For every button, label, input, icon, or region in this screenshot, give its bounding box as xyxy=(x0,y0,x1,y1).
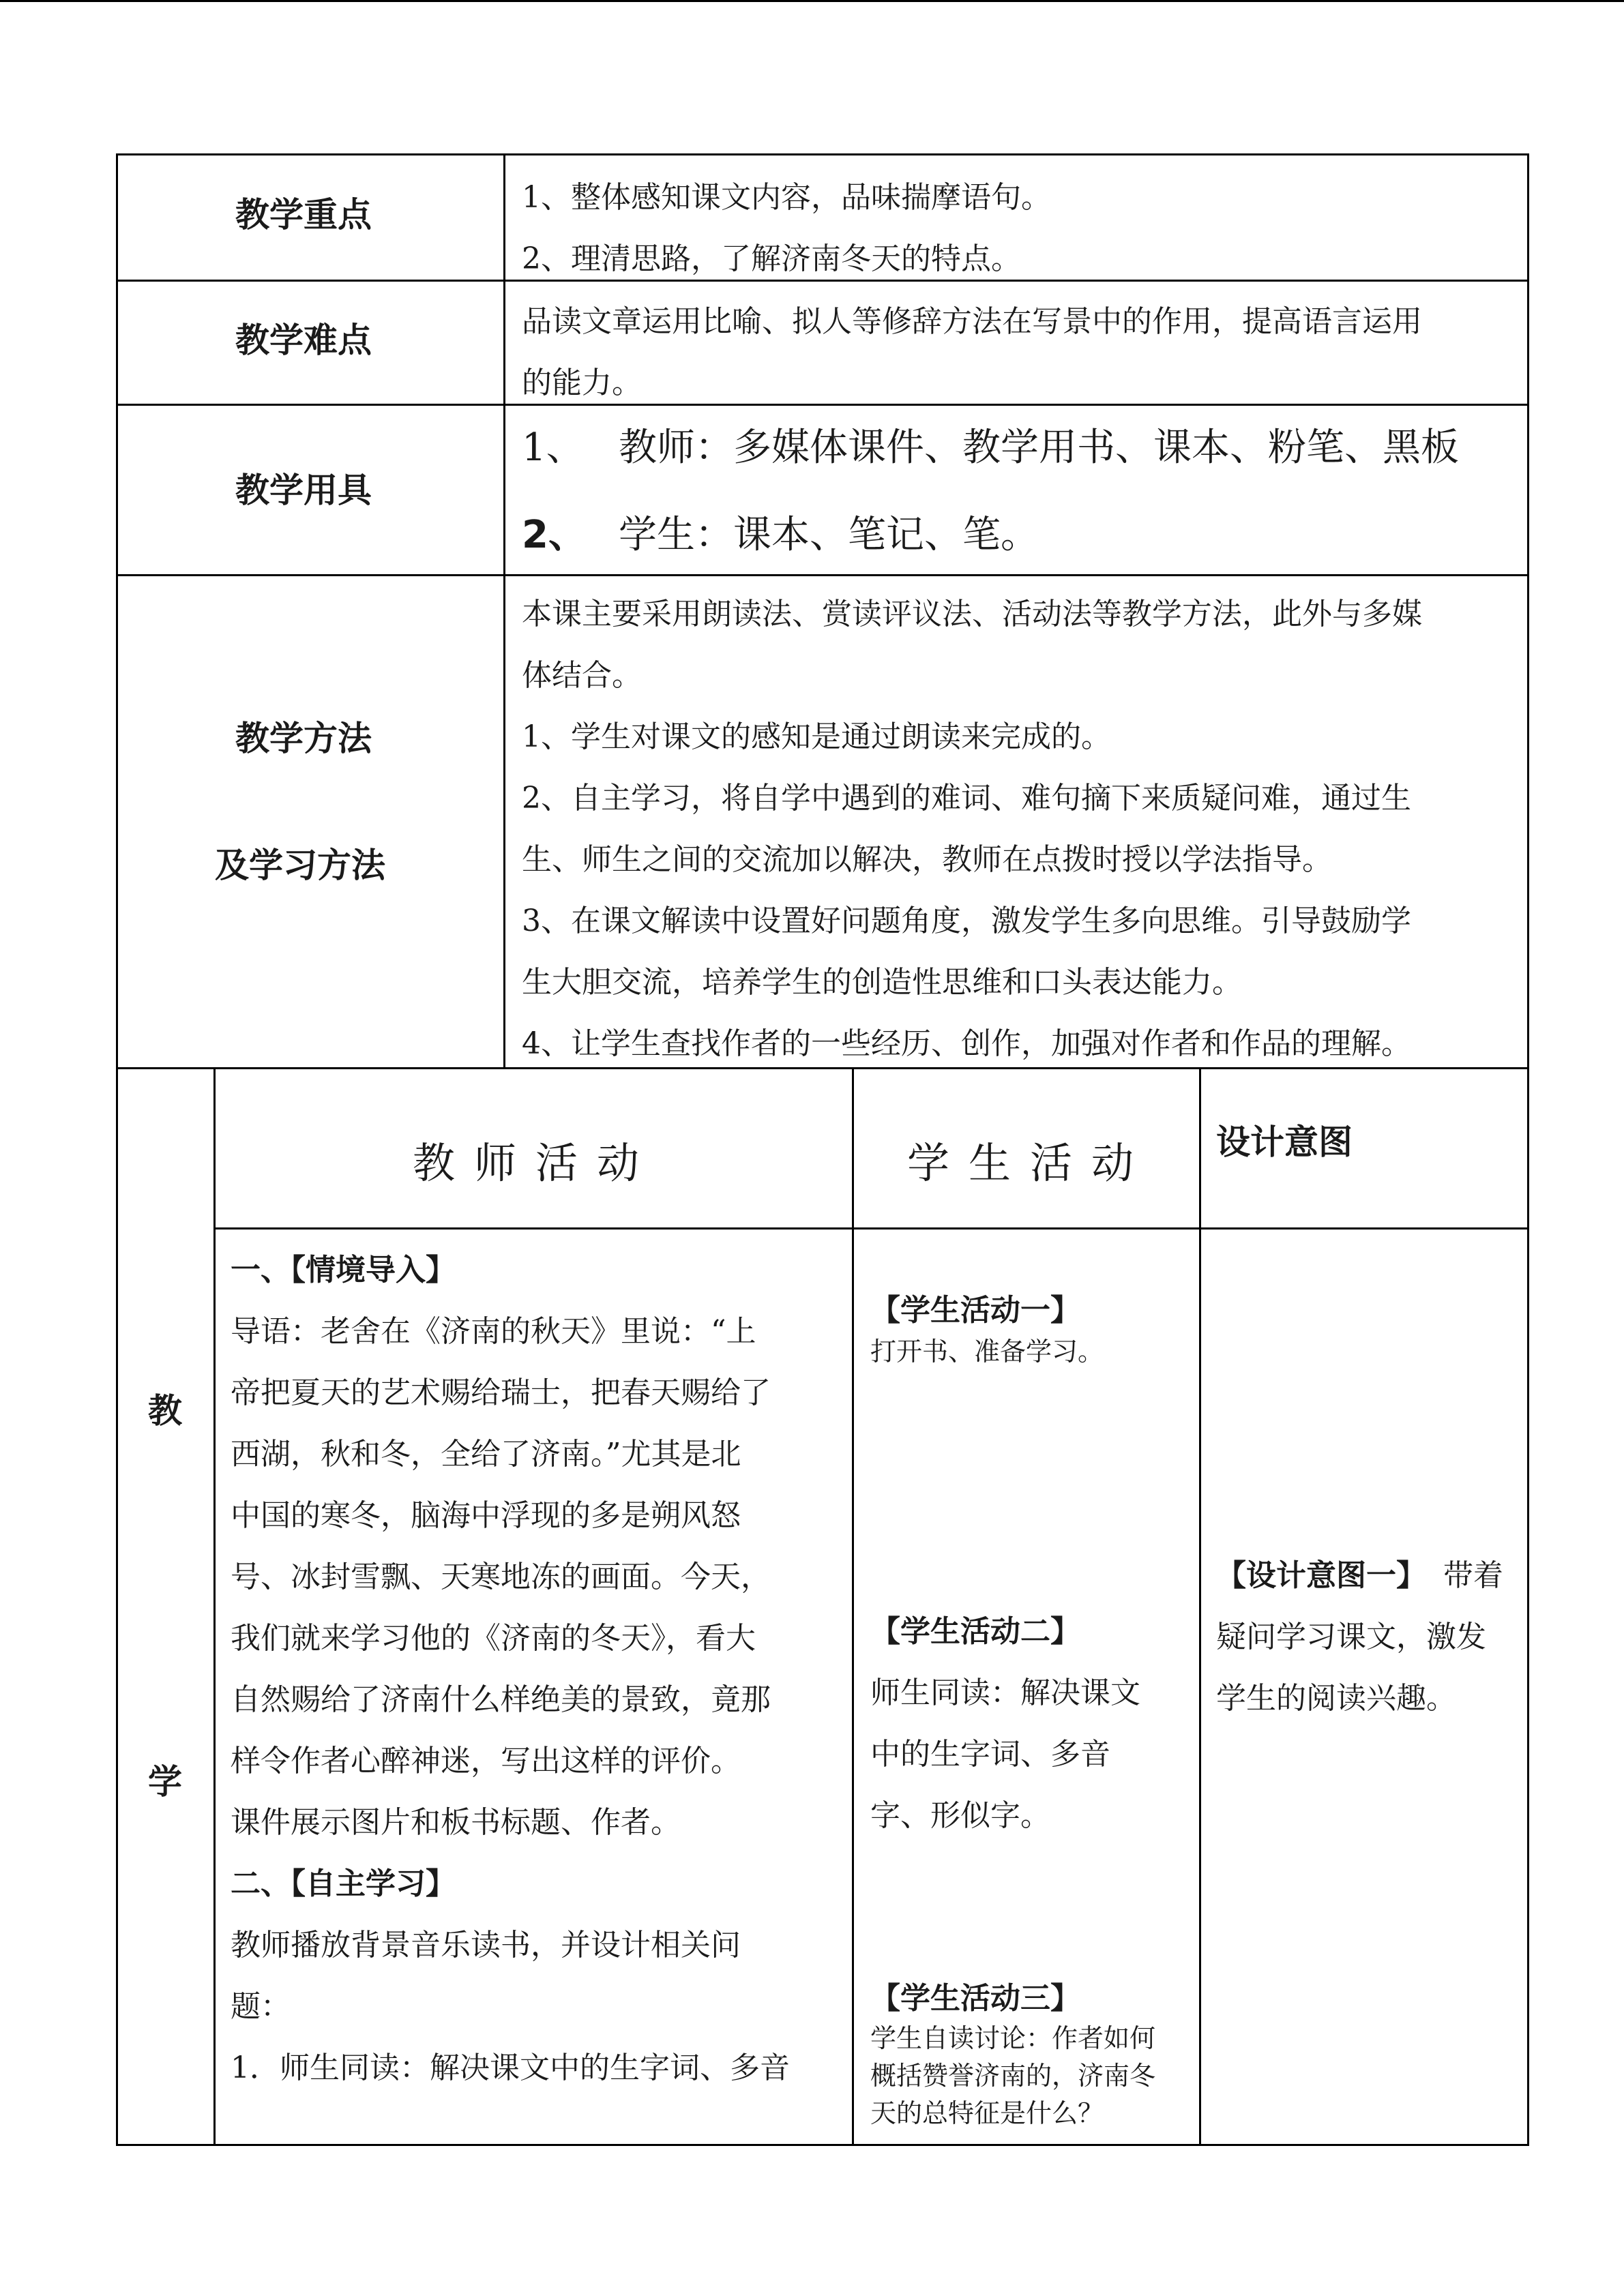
tools-label: 教学用具 xyxy=(235,471,372,510)
design-intent-text: 学生的阅读兴趣。 xyxy=(1216,1681,1456,1716)
teacher-line: 1．师生同读：解决课文中的生字词、多音 xyxy=(231,2051,790,2085)
lesson-plan-table xyxy=(116,153,1529,2146)
student-activity-text: 打开书、准备学习。 xyxy=(870,1337,1104,1367)
methods-line: 3、在课文解读中设置好问题角度，激发学生多向思维。引导鼓励学 xyxy=(522,904,1411,938)
design-intent-title: 【设计意图一】 xyxy=(1216,1558,1426,1593)
label-column-divider xyxy=(503,155,505,1067)
methods-line: 体结合。 xyxy=(522,658,642,693)
focus-line: 1、整体感知课文内容，品味揣摩语句。 xyxy=(522,180,1051,215)
teacher-line: 中国的寒冬，脑海中浮现的多是朔风怒 xyxy=(231,1498,741,1533)
design-intent-text: 疑问学习课文，激发 xyxy=(1216,1620,1486,1654)
side-char: 学 xyxy=(148,1762,182,1802)
methods-line: 2、自主学习，将自学中遇到的难词、难句摘下来质疑问难，通过生 xyxy=(522,781,1411,816)
row-divider xyxy=(118,1067,1527,1069)
tools-item-number: 1、 xyxy=(522,426,585,470)
teacher-line: 我们就来学习他的《济南的冬天》，看大 xyxy=(231,1621,756,1656)
methods-line: 4、让学生查找作者的一些经历、创作，加强对作者和作品的理解。 xyxy=(522,1026,1411,1061)
student-activity-text: 字、形似字。 xyxy=(870,1798,1050,1833)
teacher-line: 西湖，秋和冬，全给了济南。”尤其是北 xyxy=(231,1437,741,1472)
teacher-line: 帝把夏天的艺术赐给瑞士，把春天赐给了 xyxy=(231,1375,771,1410)
difficulty-line: 品读文章运用比喻、拟人等修辞方法在写景中的作用，提高语言运用 xyxy=(522,304,1422,339)
student-activity-text: 学生自读讨论：作者如何 xyxy=(870,2023,1156,2053)
student-activity-text: 中的生字词、多音 xyxy=(870,1737,1110,1772)
tools-item-text: 教师：多媒体课件、教学用书、课本、粉笔、黑板 xyxy=(619,426,1459,470)
methods-line: 生大胆交流，培养学生的创造性思维和口头表达能力。 xyxy=(522,965,1242,1000)
tools-item-number: 2、 xyxy=(522,513,587,557)
student-activity-text: 师生同读：解决课文 xyxy=(870,1675,1140,1710)
teacher-line: 教师播放背景音乐读书，并设计相关问 xyxy=(231,1928,741,1963)
teacher-line: 题： xyxy=(231,1989,291,2024)
side-column-divider xyxy=(213,1067,216,2144)
teacher-activity-header: 教师活动 xyxy=(413,1138,659,1188)
student-activity-title: 【学生活动一】 xyxy=(870,1293,1080,1328)
methods-line: 1、学生对课文的感知是通过朗读来完成的。 xyxy=(522,719,1111,754)
teacher-line: 课件展示图片和板书标题、作者。 xyxy=(231,1805,681,1840)
student-activity-header: 学生活动 xyxy=(907,1138,1153,1188)
teacher-section-title: 二、【自主学习】 xyxy=(231,1866,456,1901)
student-activity-title: 【学生活动二】 xyxy=(870,1614,1080,1649)
difficulty-line: 的能力。 xyxy=(522,366,642,400)
focus-line: 2、理清思路，了解济南冬天的特点。 xyxy=(522,241,1021,276)
side-char: 教 xyxy=(148,1391,182,1431)
student-activity-text: 天的总特征是什么？ xyxy=(870,2098,1104,2128)
difficulty-label: 教学难点 xyxy=(235,320,372,360)
student-activity-text: 概括赞誉济南的，济南冬 xyxy=(870,2061,1156,2091)
teacher-line: 号、冰封雪飘、天寒地冻的画面。今天， xyxy=(231,1560,771,1594)
teacher-section-title: 一、【情境导入】 xyxy=(231,1253,456,1287)
methods-label: 教学方法 xyxy=(235,719,372,758)
teacher-line: 自然赐给了济南什么样绝美的景致，竟那 xyxy=(231,1682,771,1717)
methods-label-line-2: 及学习方法 xyxy=(215,846,385,885)
row-divider xyxy=(118,280,1527,282)
student-column-divider xyxy=(1199,1067,1201,2144)
design-intent-text: 带着 xyxy=(1443,1558,1503,1593)
row-divider xyxy=(118,574,1527,576)
top-border-line xyxy=(0,0,1624,2)
student-activity-title: 【学生活动三】 xyxy=(870,1981,1080,2016)
row-divider xyxy=(118,404,1527,406)
tools-item-text: 学生：课本、笔记、笔。 xyxy=(619,513,1039,557)
teacher-line: 导语：老舍在《济南的秋天》里说：“上 xyxy=(231,1314,756,1349)
methods-line: 本课主要采用朗读法、赏读评议法、活动法等教学方法，此外与多媒 xyxy=(522,597,1422,631)
methods-line: 生、师生之间的交流加以解决，教师在点拨时授以学法指导。 xyxy=(522,842,1332,877)
design-intent-header: 设计意图 xyxy=(1216,1122,1353,1162)
teacher-line: 样令作者心醉神迷，写出这样的评价。 xyxy=(231,1744,741,1778)
focus-label: 教学重点 xyxy=(235,195,372,235)
teacher-column-divider xyxy=(852,1067,854,2144)
header-divider xyxy=(213,1227,1527,1229)
